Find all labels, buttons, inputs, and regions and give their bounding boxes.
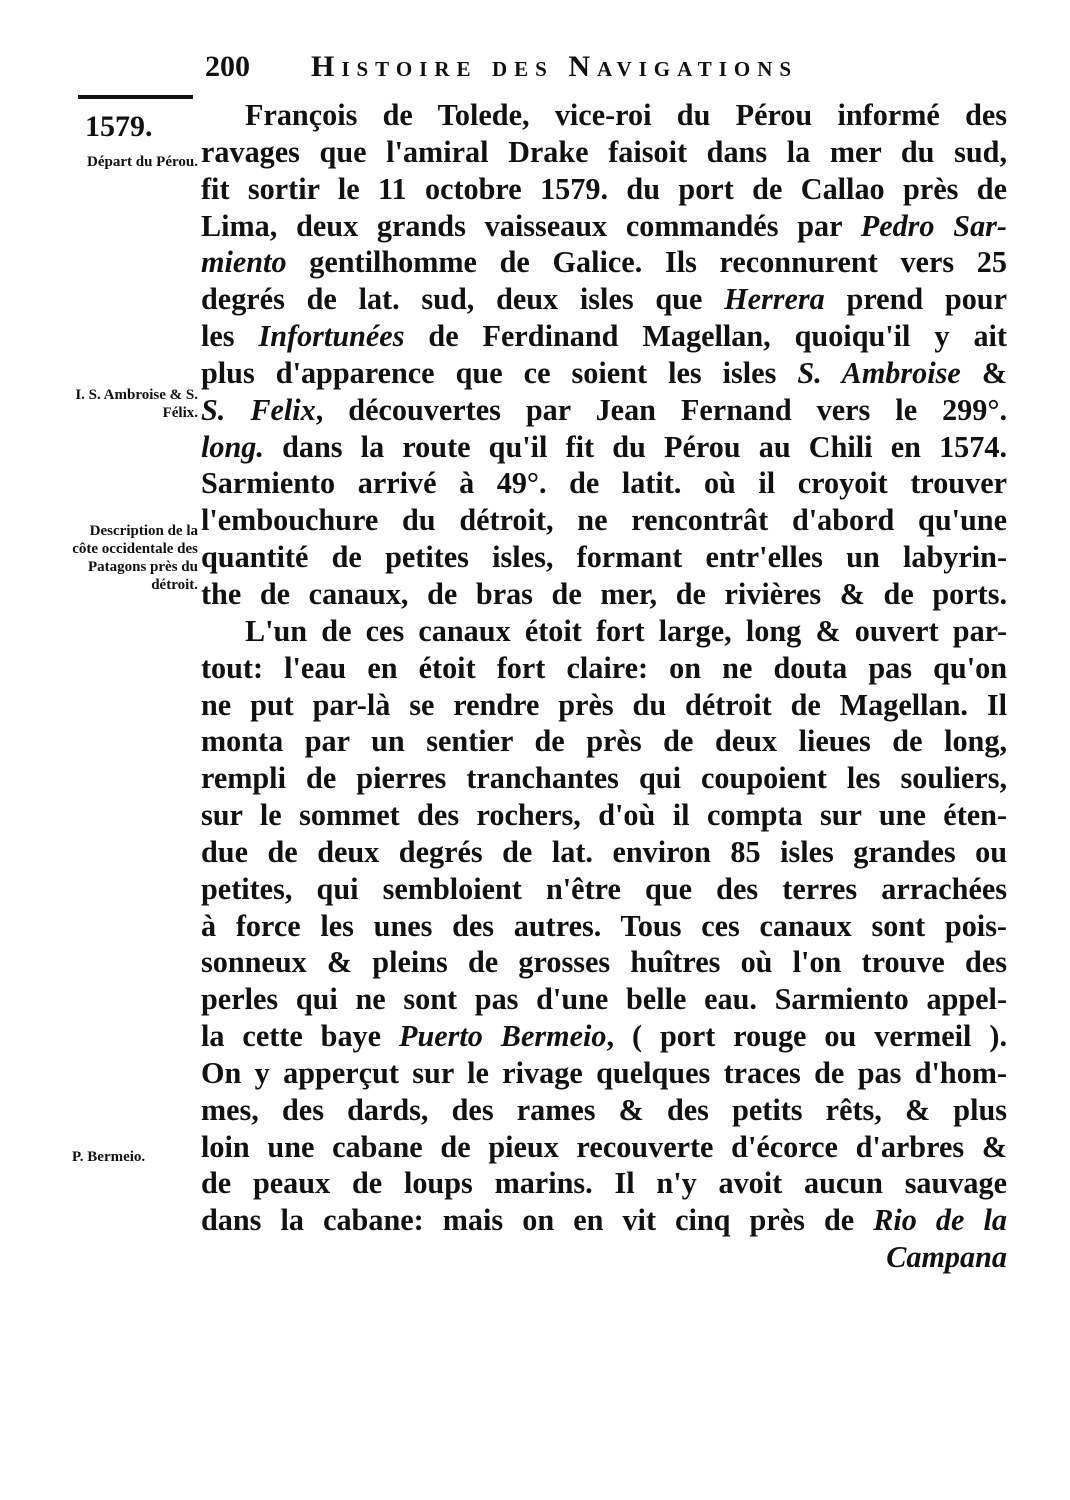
text-line: fit sortir le 11 octobre 1579. du port de Callao près de	[201, 171, 1007, 206]
text-line: dans la cabane: mais on en vit cinq près de Rio de la	[201, 1203, 1007, 1238]
italic-name: S. Felix	[201, 392, 316, 427]
text-line: tout: l'eau en étoit fort claire: on ne douta pas qu'on	[201, 650, 1007, 685]
margin-note-description: Description de la côte occidentale des Patagons près du détroit.	[72, 523, 198, 593]
italic-name: miento	[201, 245, 287, 280]
text-line: S. Felix, découvertes par Jean Fernand vers le 299°.	[201, 392, 1007, 427]
italic-name: Herrera	[724, 282, 825, 317]
text-line: quantité de petites isles, formant entr'elles un labyrin-	[201, 540, 1007, 575]
margin-note-bermeio: P. Bermeio.	[72, 1149, 146, 1165]
text-line: rempli de pierres tranchantes qui coupoient les souliers,	[201, 761, 1007, 796]
body-text	[201, 97, 1007, 1276]
italic-name: Pedro Sar-	[860, 208, 1007, 243]
text-line: ne put par-là se rendre près du détroit de Magellan. Il	[201, 687, 1007, 722]
italic-name: S. Ambroise	[797, 355, 961, 390]
text-line: sur le sommet des rochers, d'où il compta sur une éten-	[201, 798, 1007, 833]
text-line: L'un de ces canaux étoit fort large, long & ouvert par-	[245, 613, 1007, 648]
margin-year: 1579.	[85, 110, 153, 143]
text-line: Lima, deux grands vaisseaux commandés par Pedro Sar-	[201, 208, 1007, 243]
italic-name: Puerto Bermeio	[399, 1019, 607, 1054]
italic-name: Infortunées	[258, 319, 405, 354]
text-line: de peaux de loups marins. Il n'y avoit aucun sauvage	[201, 1166, 1007, 1201]
margin-note-isles: I. S. Ambroise & S. Félix.	[75, 387, 198, 421]
text-line: mes, des dards, des rames & des petits rêts, & plus	[201, 1092, 1007, 1127]
running-title: Histoire des Navigations	[311, 50, 799, 83]
margin-rule	[78, 95, 193, 99]
italic-name: Campana	[886, 1240, 1007, 1275]
italic-name: Rio de la	[873, 1203, 1007, 1238]
text-line: On y apperçut sur le rivage quelques traces de pas d'hom-	[201, 1055, 1007, 1090]
text-line: l'embouchure du détroit, ne rencontrât d'abord qu'une	[201, 503, 1007, 538]
page-number: 200	[205, 50, 250, 83]
text-line: à force les unes des autres. Tous ces canaux sont pois-	[201, 908, 1007, 943]
text-line: les Infortunées de Ferdinand Magellan, quoiqu'il y ait	[201, 319, 1007, 354]
text-line: la cette baye Puerto Bermeio, ( port rouge ou vermeil ).	[201, 1019, 1007, 1054]
text-line: the de canaux, de bras de mer, de rivières & de ports.	[201, 576, 1007, 611]
italic-name: long.	[201, 429, 264, 464]
text-line: long. dans la route qu'il fit du Pérou au Chili en 1574.	[201, 429, 1007, 464]
text-line: degrés de lat. sud, deux isles que Herrera prend pour	[201, 282, 1007, 317]
text-line: plus d'apparence que ce soient les isles S. Ambroise &	[201, 355, 1007, 390]
text-line: miento gentilhomme de Galice. Ils reconnurent vers 25	[201, 245, 1007, 280]
text-line: petites, qui sembloient n'être que des terres arrachées	[201, 871, 1007, 906]
catchword	[201, 1239, 1007, 1276]
text-line: Sarmiento arrivé à 49°. de latit. où il croyoit trouver	[201, 466, 1007, 501]
text-line: François de Tolede, vice-roi du Pérou informé des	[245, 98, 1007, 132]
text-line: sonneux & pleins de grosses huîtres où l'on trouve des	[201, 945, 1007, 980]
text-line: due de deux degrés de lat. environ 85 isles grandes ou	[201, 834, 1007, 869]
text-line: monta par un sentier de près de deux lieues de long,	[201, 724, 1007, 759]
text-line: perles qui ne sont pas d'une belle eau. Sarmiento appel-	[201, 982, 1007, 1017]
running-header	[205, 50, 935, 90]
margin-note-depart: Départ du Pérou.	[87, 154, 198, 170]
text-line: ravages que l'amiral Drake faisoit dans la mer du sud,	[201, 134, 1007, 169]
text-line: loin une cabane de pieux recouverte d'écorce d'arbres &	[201, 1129, 1007, 1164]
